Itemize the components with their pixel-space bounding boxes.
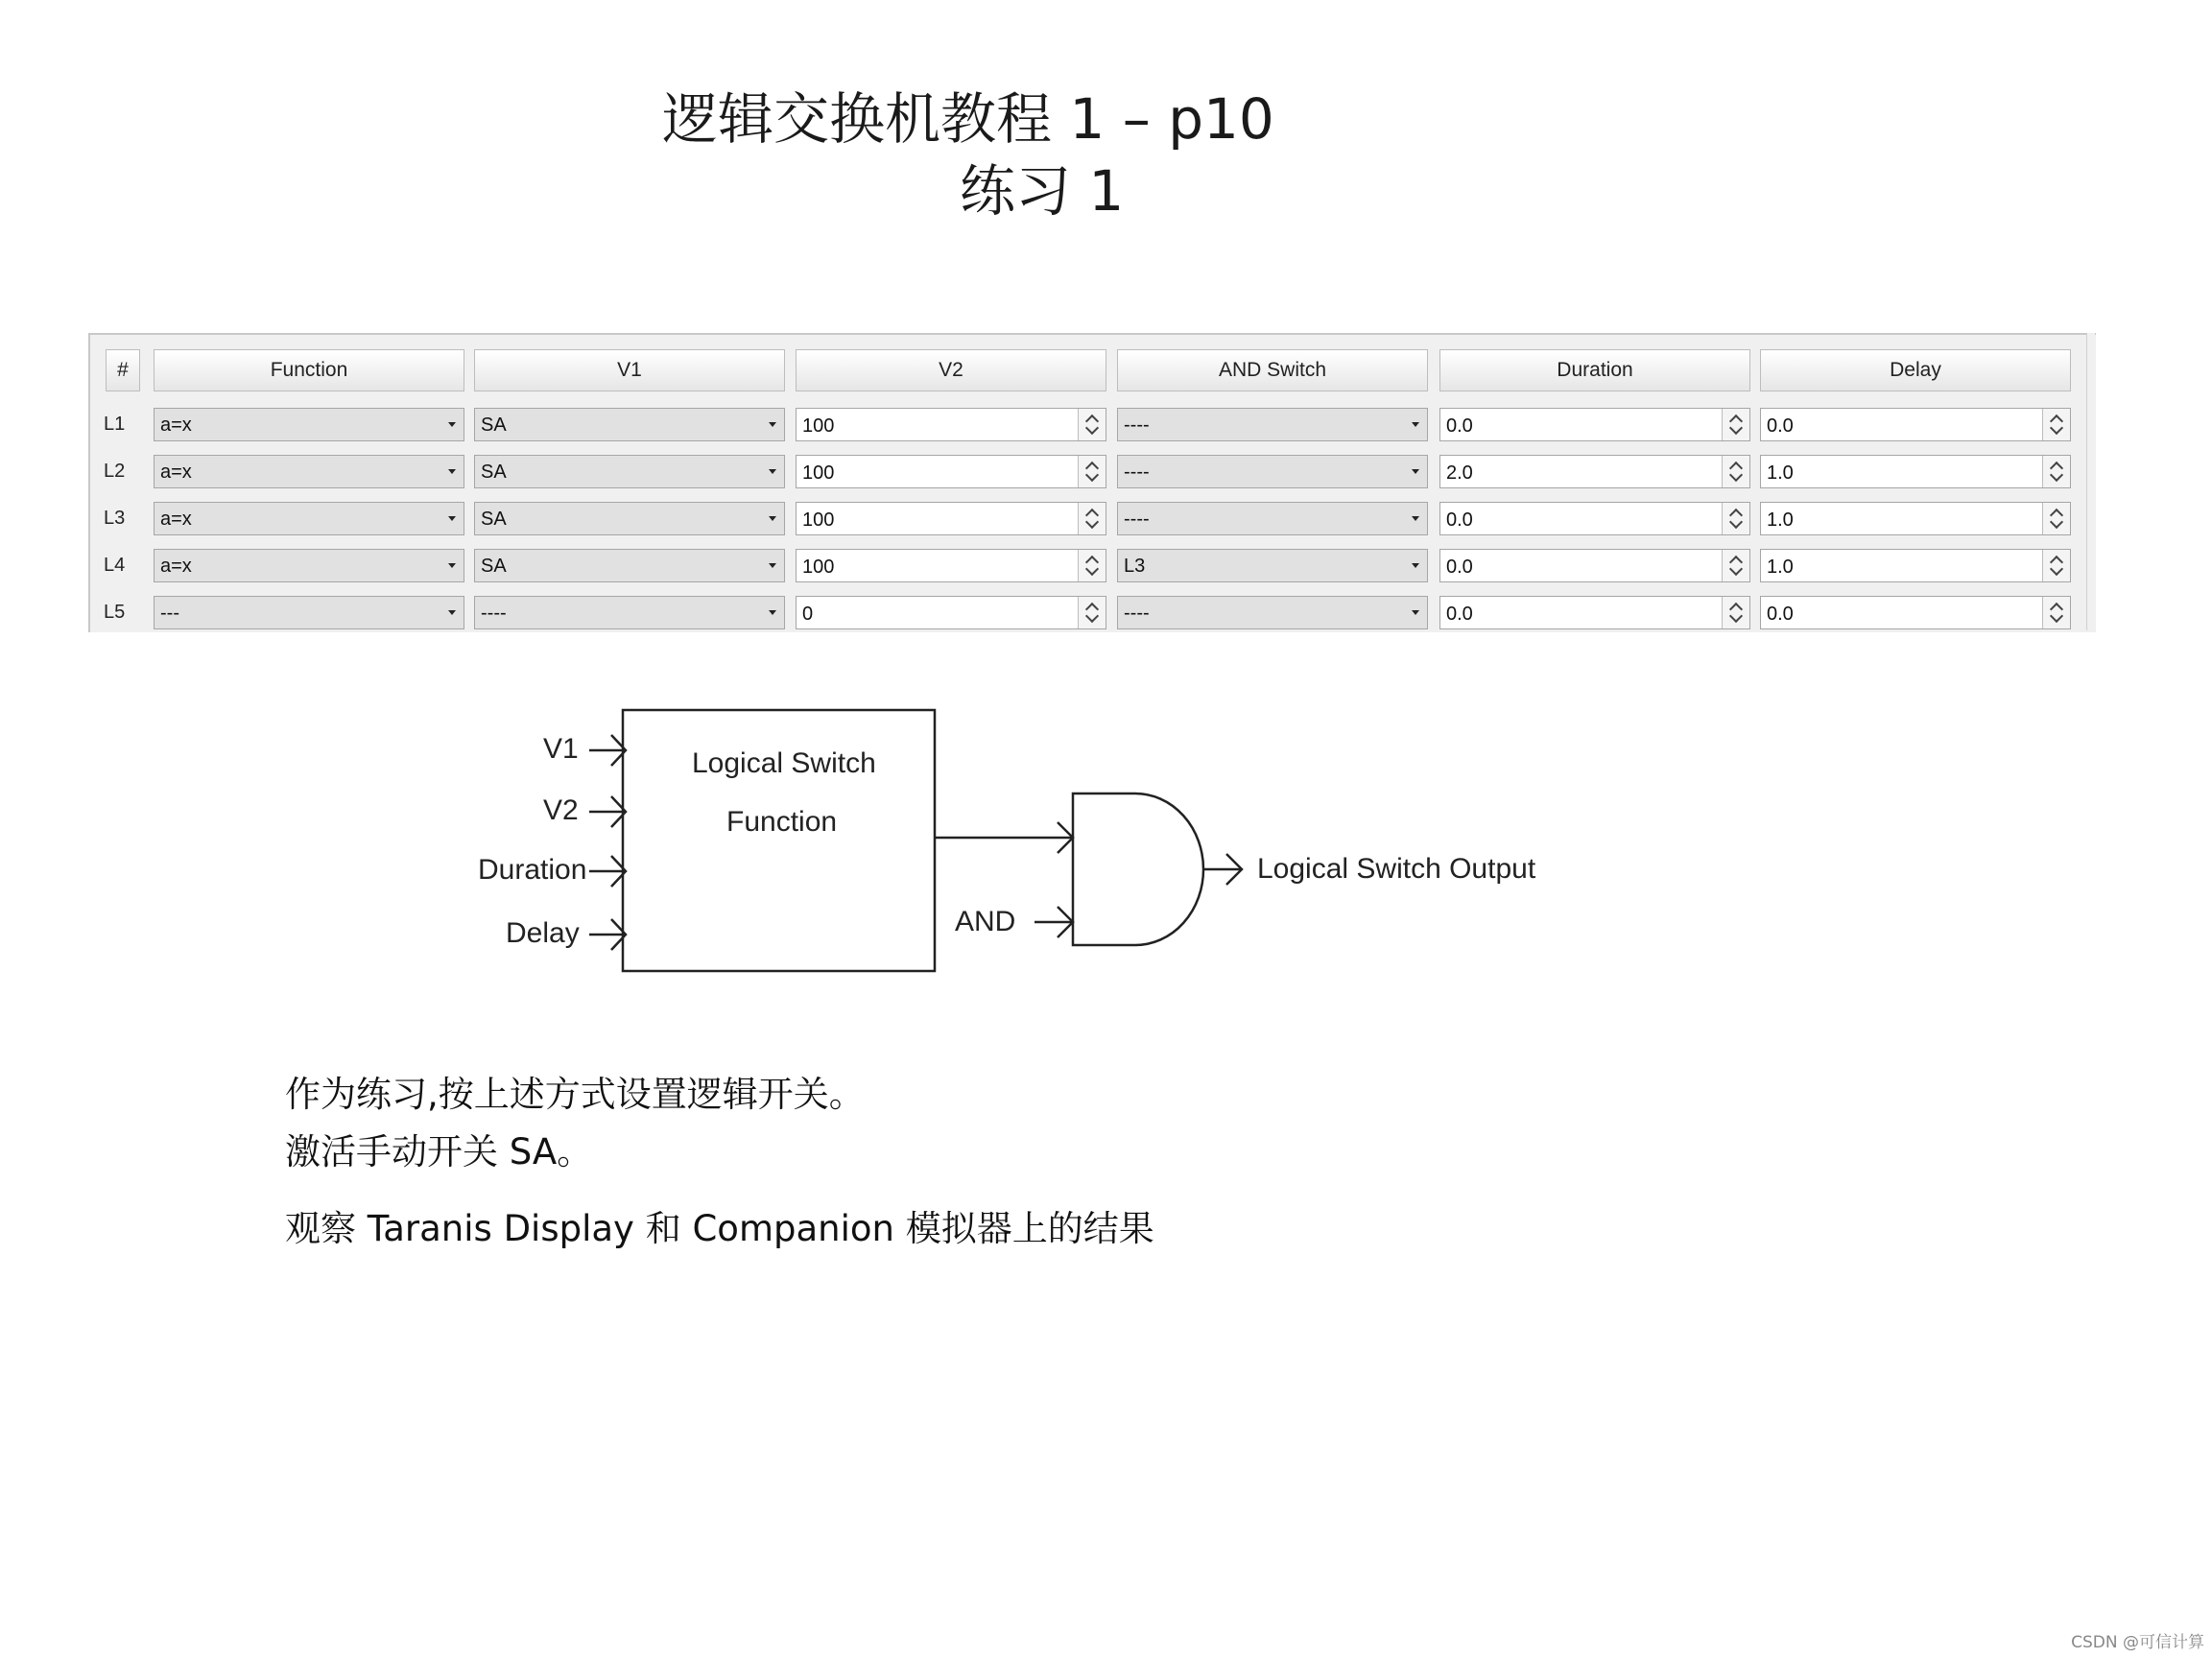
v2-spinbox[interactable]: 100 [796, 549, 1106, 582]
duration-spinbox[interactable]: 0.0 [1439, 408, 1750, 441]
page-title: 逻辑交换机教程 1 – p10 [662, 86, 1274, 152]
delay-spinbox[interactable]: 0.0 [1760, 408, 2071, 441]
v1-select[interactable]: SA [474, 502, 785, 535]
delay-spinbox[interactable]: 0.0 [1760, 596, 2071, 629]
input-label-duration: Duration [478, 854, 587, 886]
column-header-delay: Delay [1760, 349, 2071, 391]
row-label: L3 [104, 508, 126, 529]
column-header-index: # [106, 349, 140, 391]
v2-spinbox[interactable]: 100 [796, 408, 1106, 441]
duration-spinbox[interactable]: 2.0 [1439, 455, 1750, 488]
and-gate-icon [1073, 793, 1203, 945]
v1-select[interactable]: SA [474, 408, 785, 441]
column-header-duration: Duration [1439, 349, 1750, 391]
v1-select[interactable]: SA [474, 455, 785, 488]
v1-select[interactable]: SA [474, 549, 785, 582]
duration-spinbox[interactable]: 0.0 [1439, 549, 1750, 582]
delay-spinbox[interactable]: 1.0 [1760, 502, 2071, 535]
input-label-v2: V2 [543, 794, 579, 826]
column-header-v1: V1 [474, 349, 785, 391]
and-switch-select[interactable]: ---- [1117, 408, 1428, 441]
output-label: Logical Switch Output [1257, 853, 1536, 885]
instruction-line-3: 观察 Taranis Display 和 Companion 模拟器上的结果 [285, 1208, 1154, 1249]
row-label: L1 [104, 414, 126, 435]
function-select[interactable]: a=x [154, 549, 464, 582]
function-select[interactable]: a=x [154, 455, 464, 488]
duration-spinbox[interactable]: 0.0 [1439, 596, 1750, 629]
input-label-delay: Delay [506, 917, 580, 949]
column-header-v2: V2 [796, 349, 1106, 391]
watermark: CSDN @可信计算 [2071, 1633, 2204, 1652]
v2-spinbox[interactable]: 0 [796, 596, 1106, 629]
column-header-function: Function [154, 349, 464, 391]
function-box-subtitle: Function [726, 806, 838, 838]
duration-spinbox[interactable]: 0.0 [1439, 502, 1750, 535]
row-label: L2 [104, 461, 126, 482]
and-switch-select[interactable]: ---- [1117, 455, 1428, 488]
v2-spinbox[interactable]: 100 [796, 502, 1106, 535]
row-label: L5 [104, 602, 126, 623]
function-select[interactable]: --- [154, 596, 464, 629]
page-subtitle: 练习 1 [960, 158, 1125, 224]
function-select[interactable]: a=x [154, 408, 464, 441]
and-switch-select[interactable]: ---- [1117, 502, 1428, 535]
and-switch-select[interactable]: ---- [1117, 596, 1428, 629]
delay-spinbox[interactable]: 1.0 [1760, 549, 2071, 582]
delay-spinbox[interactable]: 1.0 [1760, 455, 2071, 488]
column-header-and-switch: AND Switch [1117, 349, 1428, 391]
input-label-v1: V1 [543, 733, 579, 765]
v2-spinbox[interactable]: 100 [796, 455, 1106, 488]
and-switch-select[interactable]: L3 [1117, 549, 1428, 582]
instruction-line-1: 作为练习,按上述方式设置逻辑开关。 [285, 1074, 865, 1115]
instruction-line-2: 激活手动开关 SA。 [285, 1131, 593, 1172]
v1-select[interactable]: ---- [474, 596, 785, 629]
and-label: AND [955, 906, 1016, 937]
function-select[interactable]: a=x [154, 502, 464, 535]
function-box-title: Logical Switch [692, 747, 876, 779]
row-label: L4 [104, 555, 126, 576]
